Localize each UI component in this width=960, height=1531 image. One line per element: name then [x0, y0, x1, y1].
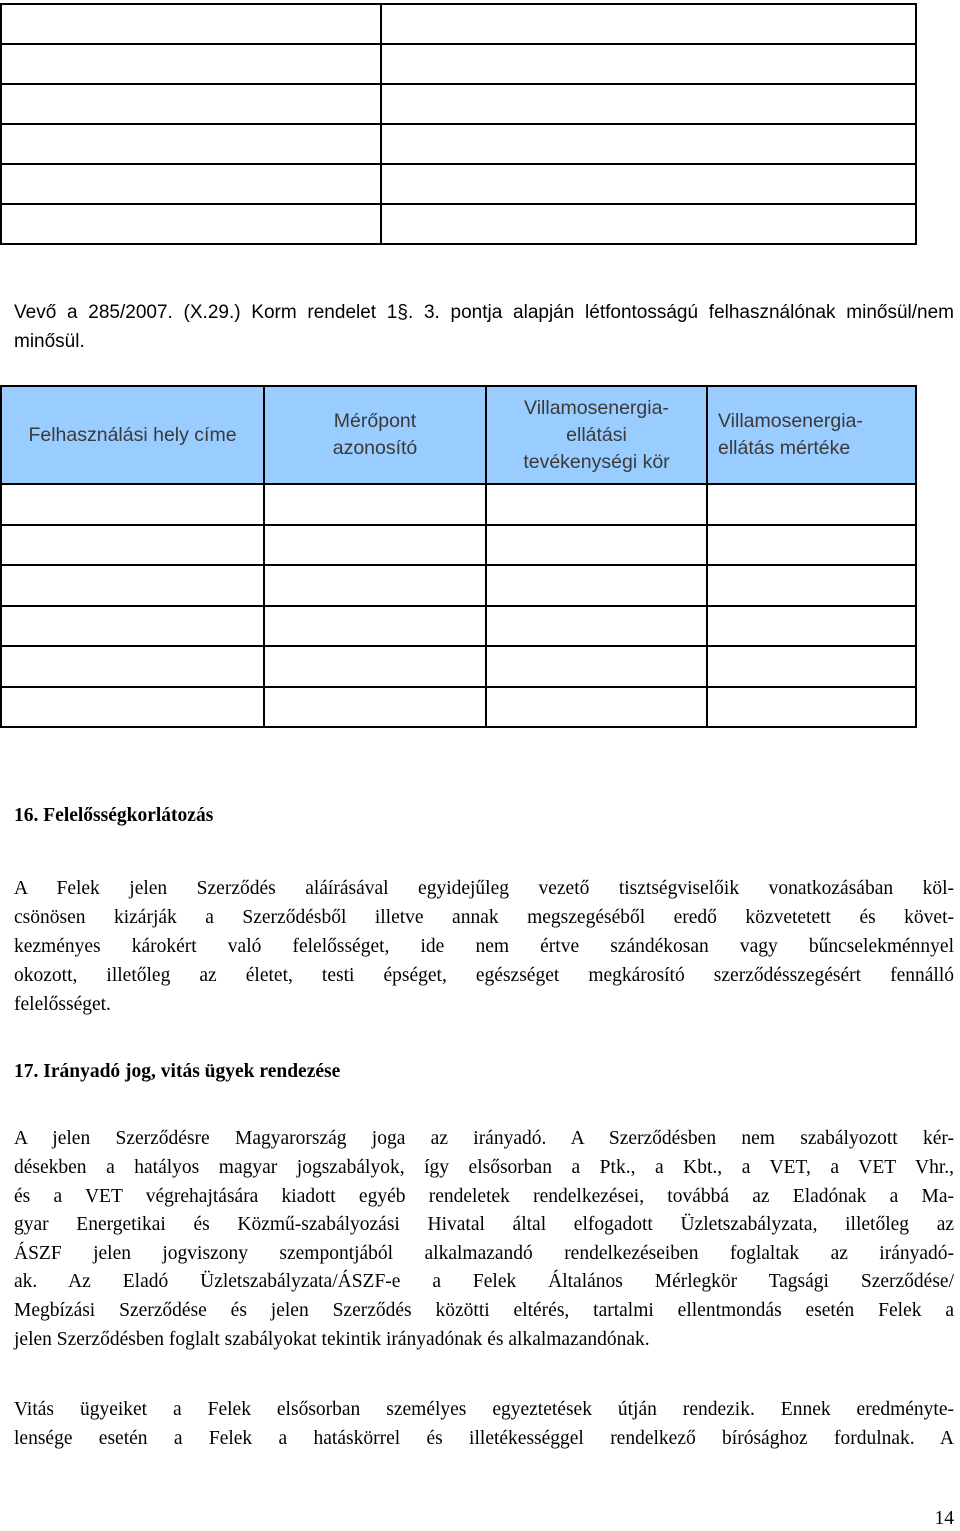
header-meropont: Mérőpont azonosító: [264, 386, 486, 484]
table-row: [1, 4, 916, 44]
section-16-line: felelősséget.: [14, 994, 111, 1015]
header-ellatas-merteke: Villamosenergia-ellátás mértéke: [707, 386, 916, 484]
table-header-row: [1, 386, 916, 484]
section-16-title: 16. Felelősségkorlátozás: [14, 805, 214, 826]
section-17-line: ÁSZF jelen jogviszony szempontjából alkalmazandó rendelkezéseiben foglaltak az irányadó-: [14, 1243, 954, 1264]
table-row: [1, 44, 916, 84]
header-tevekenysegi-kor: Villamosenergia-ellátási tevékenységi kör: [486, 386, 707, 484]
table-row: [1, 84, 916, 124]
section-17-line: és a VET végrehajtására kiadott egyéb rendeletek rendelkezései, továbbá az Eladónak a Ma-: [14, 1186, 954, 1207]
section-17-title: 17. Irányadó jog, vitás ügyek rendezése: [14, 1061, 341, 1082]
section-17-line: ak. Az Eladó Üzletszabályzata/ÁSZF-e a Felek Általános Mérlegkör Tagsági Szerződése/: [14, 1271, 954, 1292]
section-17-line: jelen Szerződésben foglalt szabályokat tekintik irányadónak és alkalmazandónak.: [14, 1329, 650, 1350]
section-17-line: Megbízási Szerződése és jelen Szerződés közötti eltérés, tartalmi ellentmondás esetén Felek a: [14, 1300, 954, 1321]
section-17-line: désekben a hatályos magyar jogszabályok, így elsősorban a Ptk., a Kbt., a VET, a VET Vhr.,: [14, 1157, 954, 1178]
table-row: [1, 565, 916, 606]
header-felhasznalasi-hely: Felhasználási hely címe: [1, 386, 264, 484]
table-row: [1, 484, 916, 525]
table-row: [1, 646, 916, 687]
top-empty-table: [0, 3, 917, 245]
table-row: [1, 124, 916, 164]
consumption-table: [0, 385, 917, 728]
table-row: [1, 606, 916, 647]
section-17-line: Vitás ügyeiket a Felek elsősorban személyes egyeztetések útján rendezik. Ennek eredményte-: [14, 1399, 954, 1420]
vevo-status-paragraph: Vevő a 285/2007. (X.29.) Korm rendelet 1§. 3. pontja alapján létfontosságú felhasználónak minősül/nem minősül.: [14, 302, 954, 352]
section-17-line: gyar Energetikai és Közmű-szabályozási Hivatal által elfogadott Üzletszabályzata, illetőleg az: [14, 1214, 954, 1235]
table-row: [1, 164, 916, 204]
section-16-line: A Felek jelen Szerződés aláírásával egyidejűleg vezető tisztségviselőik vonatkozásában köl-: [14, 878, 954, 899]
section-16-line: csönösen kizárják a Szerződésből illetve annak megszegéséből eredő közvetetett és követ-: [14, 907, 954, 928]
table-row: [1, 687, 916, 728]
page-number: 14: [934, 1508, 954, 1529]
section-16-line: kezményes károkért való felelősséget, ide nem értve szándékosan vagy bűncselekménnyel: [14, 936, 954, 957]
section-17-line: lensége esetén a Felek a hatáskörrel és illetékességgel rendelkező bírósághoz fordulnak. A: [14, 1428, 954, 1449]
table-row: [1, 204, 916, 244]
section-17-line: A jelen Szerződésre Magyarország joga az irányadó. A Szerződésben nem szabályozott kér-: [14, 1128, 954, 1149]
section-16-line: okozott, illetőleg az életet, testi épséget, egészséget megkárosító szerződésszegésért fennálló: [14, 965, 954, 986]
table-row: [1, 525, 916, 566]
